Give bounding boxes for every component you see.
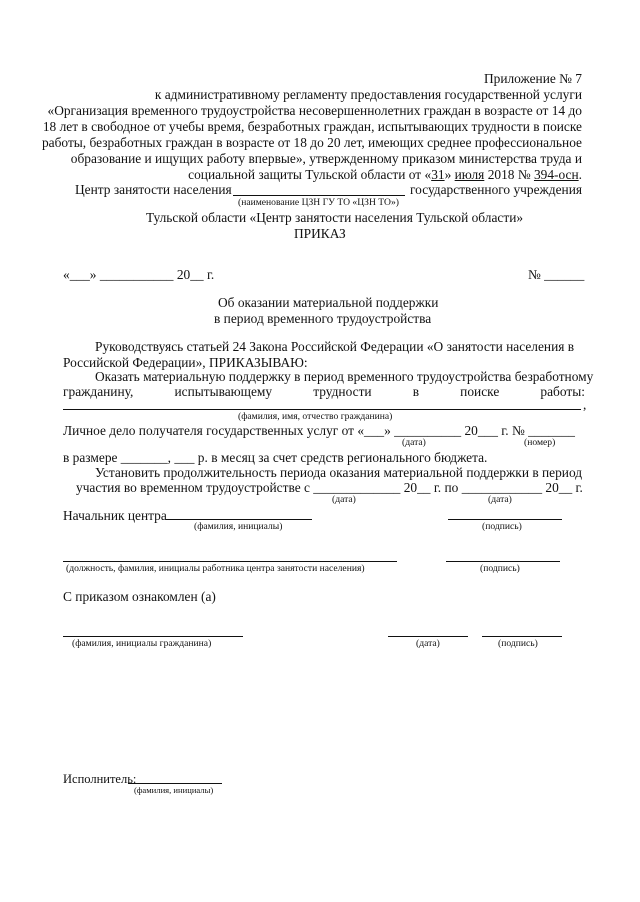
period-line: участия во временном трудоустройстве с _____________ 20__ г. по ____________ 20__ г. bbox=[76, 480, 583, 495]
caption-date: (дата) bbox=[332, 494, 356, 505]
executor-line bbox=[128, 783, 222, 784]
caption-citizen: (фамилия, инициалы гражданина) bbox=[72, 638, 212, 649]
caption-fio: (фамилия, имя, отчество гражданина) bbox=[238, 411, 393, 422]
word: поиске bbox=[460, 384, 500, 399]
preamble-line: Российской Федерации», ПРИКАЗЫВАЮ: bbox=[63, 355, 308, 370]
approval-prefix: социальной защиты Тульской области от « bbox=[188, 167, 432, 182]
approval-end: . bbox=[578, 167, 582, 182]
position-line bbox=[63, 561, 397, 562]
head-name-line bbox=[166, 519, 312, 520]
head-signature-line bbox=[448, 519, 562, 520]
subject-line: в период временного трудоустройства bbox=[214, 311, 432, 326]
caption-position: (должность, фамилия, инициалы работника центра занятости населения) bbox=[66, 563, 365, 574]
caption-number: (номер) bbox=[524, 437, 556, 448]
word: гражданину, bbox=[63, 384, 134, 399]
caption-signature: (подпись) bbox=[498, 638, 538, 649]
caption-date: (дата) bbox=[402, 437, 426, 448]
center-label-right: государственного учреждения bbox=[410, 182, 583, 197]
appendix-title: Приложение № 7 bbox=[483, 71, 582, 86]
executor-caption: (фамилия, инициалы) bbox=[134, 785, 214, 795]
order-item-justified-line bbox=[63, 385, 585, 398]
caption-signature: (подпись) bbox=[480, 563, 520, 574]
caption-date: (дата) bbox=[488, 494, 512, 505]
center-label-left: Центр занятости населения bbox=[75, 182, 232, 197]
order-date: «___» ___________ 20__ г. bbox=[63, 267, 215, 282]
approval-number: 394-осн bbox=[533, 167, 579, 182]
citizen-sign-name-line bbox=[63, 636, 243, 637]
word: в bbox=[412, 384, 420, 399]
org-line: Тульской области «Центр занятости населения Тульской области» bbox=[146, 210, 524, 225]
amount-line: в размере _______, ___ р. в месяц за счет средств регионального бюджета. bbox=[63, 450, 488, 465]
caption-org: (наименование ЦЗН ГУ ТО «ЦЗН ТО») bbox=[238, 197, 399, 208]
period-line: Установить продолжительность периода оказания материальной поддержки в период bbox=[95, 465, 583, 480]
citizen-name-line bbox=[63, 409, 581, 410]
citizen-signature-line bbox=[482, 636, 562, 637]
acquainted-label: С приказом ознакомлен (а) bbox=[63, 589, 216, 604]
word: трудности bbox=[313, 384, 372, 399]
caption-date: (дата) bbox=[416, 638, 440, 649]
approval-day: 31 bbox=[431, 167, 445, 182]
comma: , bbox=[583, 397, 587, 412]
appendix-line: «Организация временного трудоустройства несовершеннолетних граждан в возрасте от 14 до bbox=[47, 103, 582, 118]
approval-mid1: » bbox=[444, 167, 452, 182]
order-title: ПРИКАЗ bbox=[294, 226, 346, 241]
order-number: № ______ bbox=[528, 267, 585, 282]
org-name-line bbox=[233, 195, 405, 196]
word: работы: bbox=[540, 384, 585, 399]
approval-mid2: 2018 № bbox=[487, 167, 531, 182]
appendix-line: образование и ищущих работу впервые», утвержденному приказом министерства труда и bbox=[70, 151, 582, 166]
caption-signature: (подпись) bbox=[482, 521, 522, 532]
preamble-line: Руководствуясь статьей 24 Закона Российской Федерации «О занятости населения в bbox=[95, 339, 575, 354]
caption-fio-initials: (фамилия, инициалы) bbox=[194, 521, 283, 532]
appendix-line: 18 лет в свободное от учебы время, безработных граждан, испытывающих трудности в поиске bbox=[42, 119, 582, 134]
appendix-line: к административному регламенту предоставления государственной услуги bbox=[154, 87, 582, 102]
order-item-line: Оказать материальную поддержку в период временного трудоустройства безработному bbox=[95, 369, 594, 384]
subject-line: Об оказании материальной поддержки bbox=[218, 295, 439, 310]
appendix-approval-line bbox=[188, 168, 582, 181]
citizen-date-line bbox=[388, 636, 468, 637]
position-signature-line bbox=[446, 561, 560, 562]
appendix-line: работы, безработных граждан в возрасте от 18 до 20 лет, имеющих среднее профессиональное bbox=[41, 135, 582, 150]
word: испытывающему bbox=[174, 384, 273, 399]
personal-file-line: Личное дело получателя государственных услуг от «___» __________ 20___ г. № _______ bbox=[63, 423, 575, 438]
head-label: Начальник центра bbox=[63, 508, 167, 523]
executor-label: Исполнитель: bbox=[63, 772, 137, 786]
approval-month: июля bbox=[454, 167, 485, 182]
